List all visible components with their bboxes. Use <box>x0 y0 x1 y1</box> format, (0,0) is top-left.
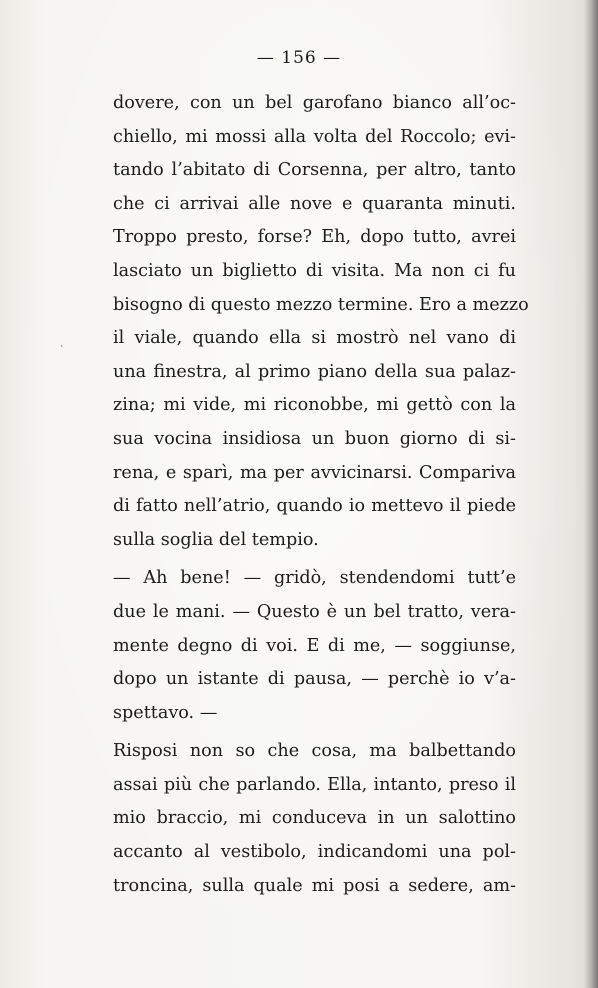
text-line: dopo un istante di pausa, — perchè io v’a- <box>113 669 516 690</box>
text-line: lasciato un biglietto di visita. Ma non ci fu <box>113 260 516 281</box>
text-line: sua vocina insidiosa un buon giorno di si- <box>113 428 516 449</box>
page-edge-shadow <box>584 0 598 988</box>
margin-mark: ˴ <box>60 340 64 351</box>
text-line: rena, e sparì, ma per avvicinarsi. Compariva <box>113 462 516 483</box>
text-line: il viale, quando ella si mostrò nel vano di <box>113 328 516 349</box>
body-text <box>113 87 529 903</box>
text-line: che ci arrivai alle nove e quaranta minuti. <box>113 193 516 214</box>
text-line: di fatto nell’atrio, quando io mettevo il piede <box>113 496 516 517</box>
text-line: zina; mi vide, mi riconobbe, mi gettò con la <box>113 395 516 416</box>
page-number: — 156 — <box>256 48 342 68</box>
text-line: accanto al vestibolo, indicandomi una pol- <box>113 842 516 863</box>
text-line: — Ah bene! — gridò, stendendomi tutt’e <box>113 568 516 589</box>
text-line: mente degno di voi. E di me, — soggiunse, <box>113 635 516 656</box>
text-line: chiello, mi mossi alla volta del Roccolo; evi- <box>113 126 516 147</box>
text-line: dovere, con un bel garofano bianco all’oc- <box>113 93 516 113</box>
text-line: una finestra, al primo piano della sua palaz- <box>113 361 516 382</box>
text-line: tando l’abitato di Corsenna, per altro, tanto <box>113 160 516 181</box>
text-line: assai più che parlando. Ella, intanto, preso il <box>113 774 516 795</box>
text-line: due le mani. — Questo è un bel tratto, vera- <box>113 601 516 622</box>
text-line: spettavo. — <box>113 702 218 723</box>
text-line: sulla soglia del tempio. <box>113 529 319 550</box>
text-line: bisogno di questo mezzo termine. Ero a mezzo <box>113 294 529 315</box>
text-line: Risposi non so che cosa, ma balbettando <box>113 741 516 762</box>
text-line: troncina, sulla quale mi posi a sedere, am- <box>113 875 516 896</box>
text-line: Troppo presto, forse? Eh, dopo tutto, avrei <box>113 227 516 248</box>
text-line: mio braccio, mi conduceva in un salottino <box>113 808 516 829</box>
